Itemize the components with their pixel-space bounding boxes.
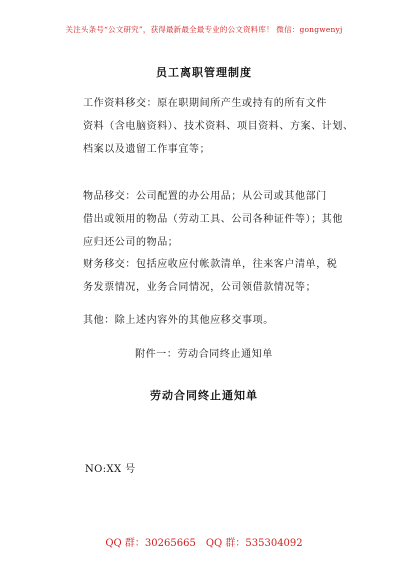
footer-qq-groups <box>0 534 408 549</box>
paragraph-line: 借出或领用的物品（劳动工具、公司各种证件等）；其他 <box>83 214 343 225</box>
notice-title: 劳动合同终止通知单 <box>150 389 258 402</box>
attachment-label: 附件一：劳动合同终止通知单 <box>135 349 273 360</box>
paragraph-other <box>83 309 349 332</box>
paragraph-line: 财务移交：包括应收应付帐款清单，往来客户清单，税 <box>83 259 338 270</box>
paragraph-line: 资料（含电脑资料）、技术资料、项目资料、方案、计划、 <box>83 121 354 132</box>
header-banner: 关注头条号“公文研究”，获得最新最全最专业的公文资料库！ 微信：gongwenyj <box>65 25 343 34</box>
paragraph-line: 其他：除上述内容外的其他应移交事项。 <box>83 315 274 326</box>
paragraph-line: 档案以及遗留工作事宜等； <box>83 144 211 155</box>
notice-number: NO:XX 号 <box>85 464 136 475</box>
paragraph-line: 应归还公司的物品； <box>83 237 179 248</box>
paragraph-finance <box>83 253 349 299</box>
paragraph-line: 物品移交：公司配置的办公用品；从公司或其他部门 <box>83 191 327 202</box>
paragraph-line: 务发票情况，业务合同情况，公司领借款情况等； <box>83 282 317 293</box>
paragraph-line: 工作资料移交：原在职期间所产生或持有的所有文件 <box>83 98 327 109</box>
document-title: 员工离职管理制度 <box>156 66 252 79</box>
footer-qq-group-1: QQ 群：30265665 <box>105 538 196 549</box>
paragraph-items <box>83 185 349 254</box>
footer-qq-group-2: QQ 群：535304092 <box>205 538 303 549</box>
paragraph-work-materials <box>83 92 354 161</box>
